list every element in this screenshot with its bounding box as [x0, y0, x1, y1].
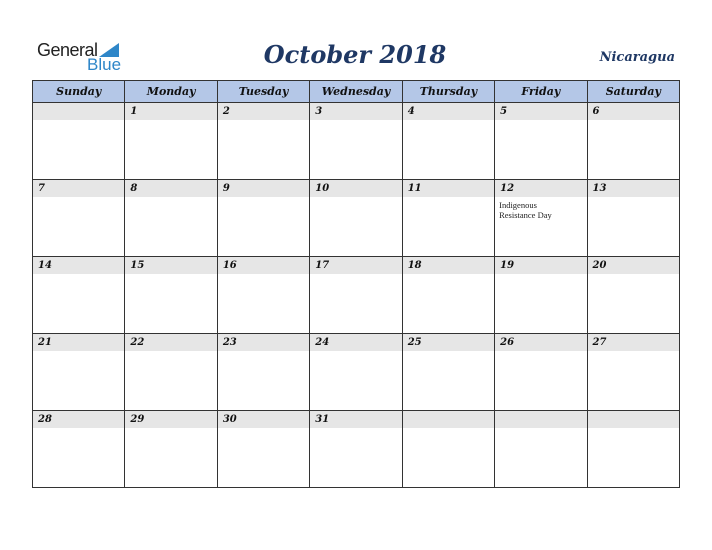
day-cell — [33, 180, 125, 257]
day-cell — [587, 103, 679, 180]
day-cell — [125, 411, 217, 488]
day-number: 18 — [403, 257, 494, 274]
day-number: 16 — [218, 257, 309, 274]
weekday-monday: Monday — [125, 81, 217, 103]
day-number: 9 — [218, 180, 309, 197]
day-number: 26 — [495, 334, 586, 351]
day-number: 12 — [495, 180, 586, 197]
day-cell — [587, 411, 679, 488]
day-number: 3 — [310, 103, 401, 120]
country-name: Nicaragua — [599, 50, 675, 65]
week-row — [33, 103, 680, 180]
day-number: 22 — [125, 334, 216, 351]
generalblue-logo — [37, 40, 127, 74]
day-cell — [495, 411, 587, 488]
logo-text-general: General — [37, 40, 98, 60]
day-number: 5 — [495, 103, 586, 120]
weekday-header-row — [33, 81, 680, 103]
day-cell — [402, 334, 494, 411]
day-number: 24 — [310, 334, 401, 351]
day-number: 19 — [495, 257, 586, 274]
day-number: 29 — [125, 411, 216, 428]
week-row — [33, 257, 680, 334]
day-number: 10 — [310, 180, 401, 197]
day-cell — [587, 180, 679, 257]
day-cell — [217, 103, 309, 180]
day-cell — [495, 257, 587, 334]
weekday-thursday: Thursday — [402, 81, 494, 103]
day-number: 1 — [125, 103, 216, 120]
weekday-tuesday: Tuesday — [217, 81, 309, 103]
day-number: 23 — [218, 334, 309, 351]
day-cell — [495, 180, 587, 257]
day-number: 2 — [218, 103, 309, 120]
day-cell — [217, 411, 309, 488]
day-number: 25 — [403, 334, 494, 351]
day-number: 4 — [403, 103, 494, 120]
day-cell — [310, 180, 402, 257]
month-calendar — [32, 80, 680, 488]
day-number: 17 — [310, 257, 401, 274]
day-number: 14 — [33, 257, 124, 274]
day-number: 11 — [403, 180, 494, 197]
day-cell — [33, 257, 125, 334]
logo-text-blue: Blue — [87, 55, 122, 74]
weekday-wednesday: Wednesday — [310, 81, 402, 103]
day-number — [403, 411, 494, 428]
day-cell — [310, 411, 402, 488]
day-cell — [217, 257, 309, 334]
day-cell — [125, 103, 217, 180]
weekday-friday: Friday — [495, 81, 587, 103]
weekday-saturday: Saturday — [587, 81, 679, 103]
day-cell — [217, 334, 309, 411]
day-cell — [495, 103, 587, 180]
day-cell — [125, 257, 217, 334]
week-row — [33, 411, 680, 488]
day-number: 15 — [125, 257, 216, 274]
holiday-label: Indigenous Resistance Day — [499, 200, 552, 220]
day-cell — [310, 334, 402, 411]
day-cell — [33, 334, 125, 411]
day-number — [588, 411, 679, 428]
day-cell — [402, 180, 494, 257]
day-number: 21 — [33, 334, 124, 351]
day-cell — [587, 257, 679, 334]
week-row — [33, 180, 680, 257]
day-cell — [402, 103, 494, 180]
day-number: 31 — [310, 411, 401, 428]
day-cell — [125, 334, 217, 411]
day-cell — [495, 334, 587, 411]
day-number: 30 — [218, 411, 309, 428]
day-number — [33, 103, 124, 120]
calendar-body — [33, 103, 680, 488]
day-cell — [310, 257, 402, 334]
day-number: 13 — [588, 180, 679, 197]
day-cell — [33, 103, 125, 180]
day-cell — [33, 411, 125, 488]
day-number: 8 — [125, 180, 216, 197]
day-cell — [402, 257, 494, 334]
day-number: 28 — [33, 411, 124, 428]
day-cell — [310, 103, 402, 180]
day-cell — [125, 180, 217, 257]
calendar-title: October 2018 — [263, 40, 447, 69]
day-cell — [402, 411, 494, 488]
day-number: 6 — [588, 103, 679, 120]
day-number: 7 — [33, 180, 124, 197]
week-row — [33, 334, 680, 411]
day-cell — [587, 334, 679, 411]
day-number: 20 — [588, 257, 679, 274]
day-cell — [217, 180, 309, 257]
day-number: 27 — [588, 334, 679, 351]
day-number — [495, 411, 586, 428]
weekday-sunday: Sunday — [33, 81, 125, 103]
